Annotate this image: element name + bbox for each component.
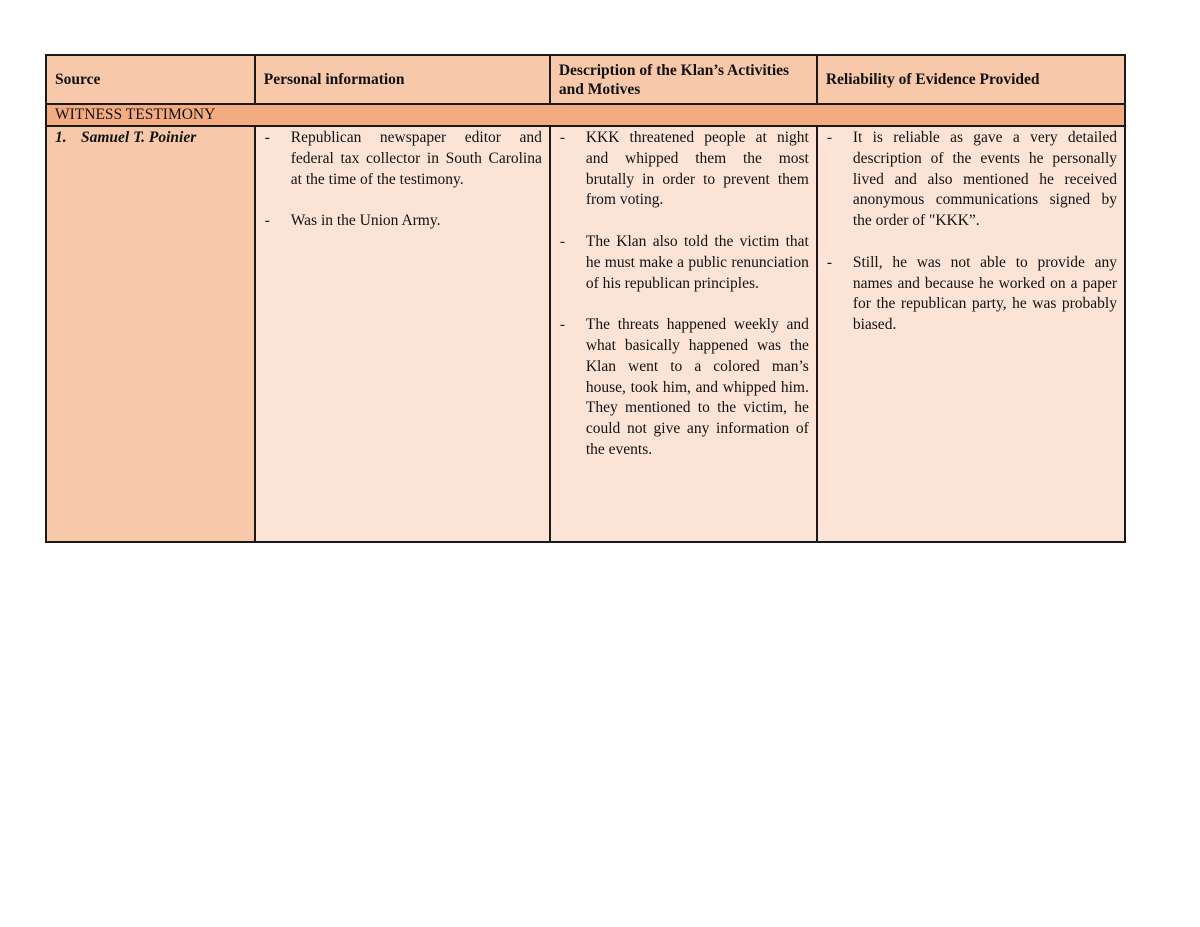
list-item [560, 128, 809, 211]
list-item [827, 253, 1117, 336]
reliability-cell [817, 126, 1125, 542]
list-item [827, 128, 1117, 232]
bullet-text: The Klan also told the victim that he must make a public renunciation of his republican principles. [585, 232, 809, 292]
header-personal-information: Personal information [255, 55, 550, 104]
header-description: Description of the Klan’s Activities and Motives [550, 55, 817, 104]
bullet-text: Still, he was not able to provide any names and because he worked on a paper for the republican party, he was probably biased. [852, 253, 1117, 334]
bullet-dash: - [826, 253, 833, 271]
list-item [265, 128, 542, 190]
table-header-row [46, 55, 1125, 104]
bullet-text: The threats happened weekly and what basically happened was the Klan went to a colored man’s house, took him, and whipped him. They mentioned to the victim, he could not give any information of the events. [585, 316, 809, 458]
description-cell [550, 126, 817, 542]
source-number: 1. [55, 129, 67, 146]
personal-information-cell [255, 126, 550, 542]
table-row [46, 126, 1125, 542]
bullet-dash: - [559, 316, 566, 334]
bullet-dash: - [826, 129, 833, 146]
source-entry [55, 128, 246, 149]
bullet-text: KKK threatened people at night and whipped them the most brutally in order to prevent them from voting. [585, 129, 809, 209]
list-item [560, 232, 809, 294]
bullet-dash: - [264, 212, 270, 230]
bullet-dash: - [559, 129, 566, 146]
description-list [551, 127, 816, 461]
bullet-text: Was in the Union Army. [290, 212, 441, 230]
section-label: WITNESS TESTIMONY [46, 104, 1125, 126]
list-item [265, 211, 542, 232]
bullet-text: It is reliable as gave a very detailed description of the events he personally lived and also mentioned he received anonymous communications signed by the order of "KKK”. [852, 129, 1117, 230]
source-name: Samuel T. Poinier [81, 129, 197, 146]
personal-information-list [256, 127, 549, 232]
bullet-text: Republican newspaper editor and federal tax collector in South Carolina at the time of the testimony. [290, 129, 542, 188]
section-row [46, 104, 1125, 126]
bullet-dash: - [559, 232, 566, 250]
reliability-list [818, 127, 1124, 336]
list-item [560, 315, 809, 461]
header-reliability: Reliability of Evidence Provided [817, 55, 1125, 104]
header-source: Source [46, 55, 255, 104]
evidence-table [45, 54, 1126, 543]
bullet-dash: - [264, 129, 270, 146]
source-cell [46, 126, 255, 542]
